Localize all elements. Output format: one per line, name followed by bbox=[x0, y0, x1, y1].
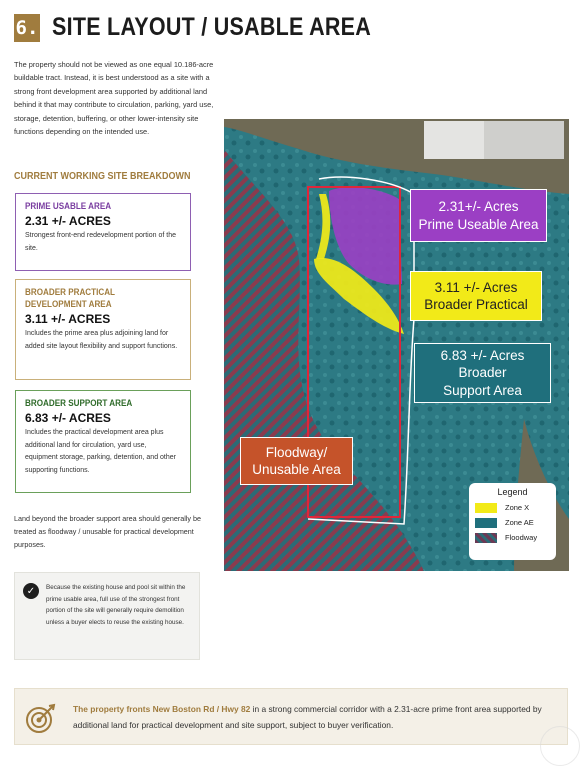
card-acres: 3.11 +/- ACRES bbox=[25, 312, 111, 326]
practical-area-label bbox=[410, 271, 542, 321]
broader-practical-card bbox=[15, 279, 191, 380]
legend-label: Floodway bbox=[505, 533, 538, 542]
prime-label-text: 2.31+/- Acres Prime Useable Area bbox=[418, 199, 539, 232]
legend-title: Legend bbox=[497, 487, 528, 497]
note-text: Because the existing house and pool sit within the prime usable area, full use of the strongest front portion of the site will generally require demolition unless a buyer elects to reuse the existing house. bbox=[46, 584, 186, 626]
card-acres: 6.83 +/- ACRES bbox=[25, 411, 111, 425]
floodway-note: Land beyond the broader support area should generally be treated as floodway / unusable for practical development purposes. bbox=[14, 514, 202, 549]
legend-label: Zone X bbox=[505, 503, 530, 512]
card-description: Includes the practical development area plus additional land for circulation, yard use, equipment storage, parking, detention, and other supporting functions. bbox=[25, 429, 176, 474]
floodway-label-text: Floodway/ Unusable Area bbox=[252, 444, 341, 477]
support-area-label bbox=[414, 343, 551, 403]
intro-paragraph: The property should not be viewed as one equal 10.186-acre buildable tract. Instead, it is best understood as a site with a strong front development area supported by additional land behind it that may contribute to circulation, parking, yard use, storage, detention, buffering, or other lower-intensity site functions depending on the intended use. bbox=[14, 60, 214, 137]
broader-support-card bbox=[15, 390, 191, 493]
legend-label: Zone AE bbox=[505, 518, 534, 527]
demolition-note bbox=[14, 572, 200, 660]
card-description: Strongest front-end redevelopment portion of the site. bbox=[25, 232, 176, 252]
legend-item bbox=[475, 500, 550, 515]
card-title: PRIME USABLE AREA bbox=[25, 201, 112, 211]
card-acres: 2.31 +/- ACRES bbox=[25, 214, 111, 228]
frontage-banner bbox=[14, 688, 568, 745]
map-legend bbox=[469, 483, 556, 560]
legend-item bbox=[475, 515, 550, 530]
card-title: BROADER PRACTICAL DEVELOPMENT AREA bbox=[25, 287, 115, 309]
banner-highlight: The property fronts New Boston Rd / Hwy 82 bbox=[73, 704, 251, 714]
banner-text bbox=[73, 701, 553, 733]
prime-usable-card bbox=[15, 193, 191, 271]
card-description: Includes the prime area plus adjoining land for added site layout flexibility and support functions. bbox=[25, 330, 178, 350]
building-roof bbox=[424, 121, 484, 159]
legend-swatch bbox=[475, 518, 497, 528]
practical-label-text: 3.11 +/- Acres Broader Practical bbox=[424, 279, 528, 312]
support-label-text: 6.83 +/- Acres Broader Support Area bbox=[440, 347, 525, 398]
prime-area-label bbox=[410, 189, 547, 242]
target-icon bbox=[25, 702, 57, 734]
floodway-area-label bbox=[240, 437, 353, 485]
banner-body: in a strong commercial corridor with a 2.31-acre prime front area supported by additional land for practical development and site support, subject to buyer verification. bbox=[73, 704, 542, 730]
check-circle-icon: ✓ bbox=[23, 583, 39, 599]
seal-watermark bbox=[540, 726, 580, 766]
section-number: 6. bbox=[14, 14, 40, 42]
legend-item bbox=[475, 530, 550, 545]
card-title: BROADER SUPPORT AREA bbox=[25, 398, 133, 408]
legend-swatch bbox=[475, 533, 497, 543]
section-header bbox=[14, 13, 423, 42]
breakdown-heading: CURRENT WORKING SITE BREAKDOWN bbox=[14, 171, 191, 182]
site-map bbox=[224, 119, 569, 571]
section-title: SITE LAYOUT / USABLE AREA bbox=[52, 13, 372, 41]
legend-swatch bbox=[475, 503, 497, 513]
